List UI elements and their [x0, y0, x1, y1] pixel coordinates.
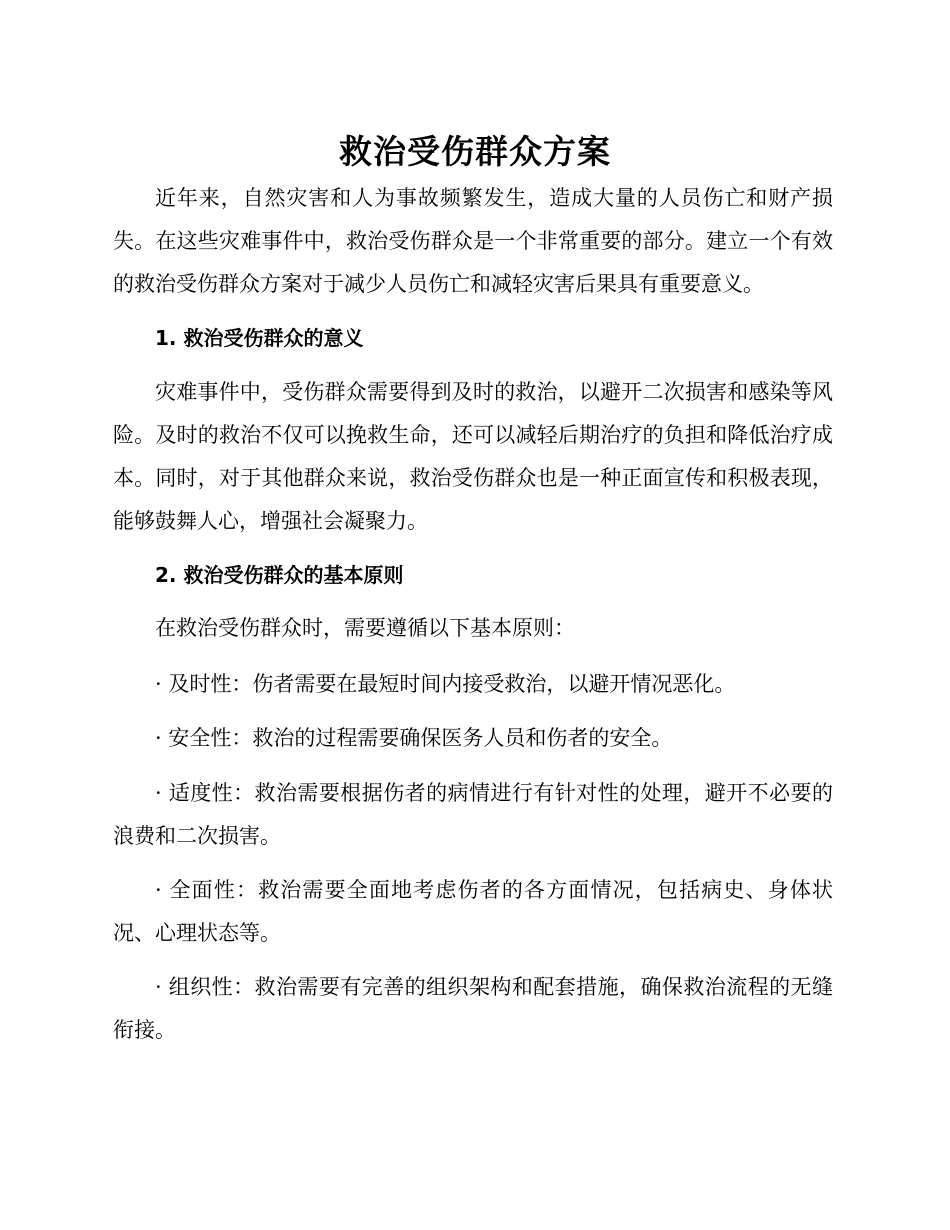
section-1-heading: 1. 救治受伤群众的意义 — [155, 326, 364, 350]
principle-moderation: · 适度性：救治需要根据伤者的病情进行有针对性的处理，避开不必要的浪费和二次损害。 — [113, 781, 833, 848]
section-2-lead: 在救治受伤群众时，需要遵循以下基本原则： — [155, 616, 575, 640]
section-2-heading: 2. 救治受伤群众的基本原则 — [155, 563, 404, 587]
section-1-paragraph: 灾难事件中，受伤群众需要得到及时的救治，以避开二次损害和感染等风险。及时的救治不仅可以挽救生命，还可以减轻后期治疗的负担和降低治疗成本。同时，对于其他群众来说，救治受伤群众也是一种正面宣传和积极表现，能够鼓舞人心，增强社会凝聚力。 — [113, 380, 833, 533]
principle-organization: · 组织性：救治需要有完善的组织架构和配套措施，确保救治流程的无缝衔接。 — [113, 975, 833, 1042]
principle-timeliness: · 及时性：伤者需要在最短时间内接受救治，以避开情况恶化。 — [155, 672, 736, 696]
intro-paragraph: 近年来，自然灾害和人为事故频繁发生，造成大量的人员伤亡和财产损失。在这些灾难事件中，救治受伤群众是一个非常重要的部分。建立一个有效的救治受伤群众方案对于减少人员伤亡和减轻灾害后果具有重要意义。 — [113, 186, 833, 296]
document-title: 救治受伤群众方案 — [339, 132, 611, 171]
principle-comprehensiveness: · 全面性：救治需要全面地考虑伤者的各方面情况，包括病史、身体状况、心理状态等。 — [113, 878, 833, 945]
principle-safety: · 安全性：救治的过程需要确保医务人员和伤者的安全。 — [155, 726, 673, 750]
